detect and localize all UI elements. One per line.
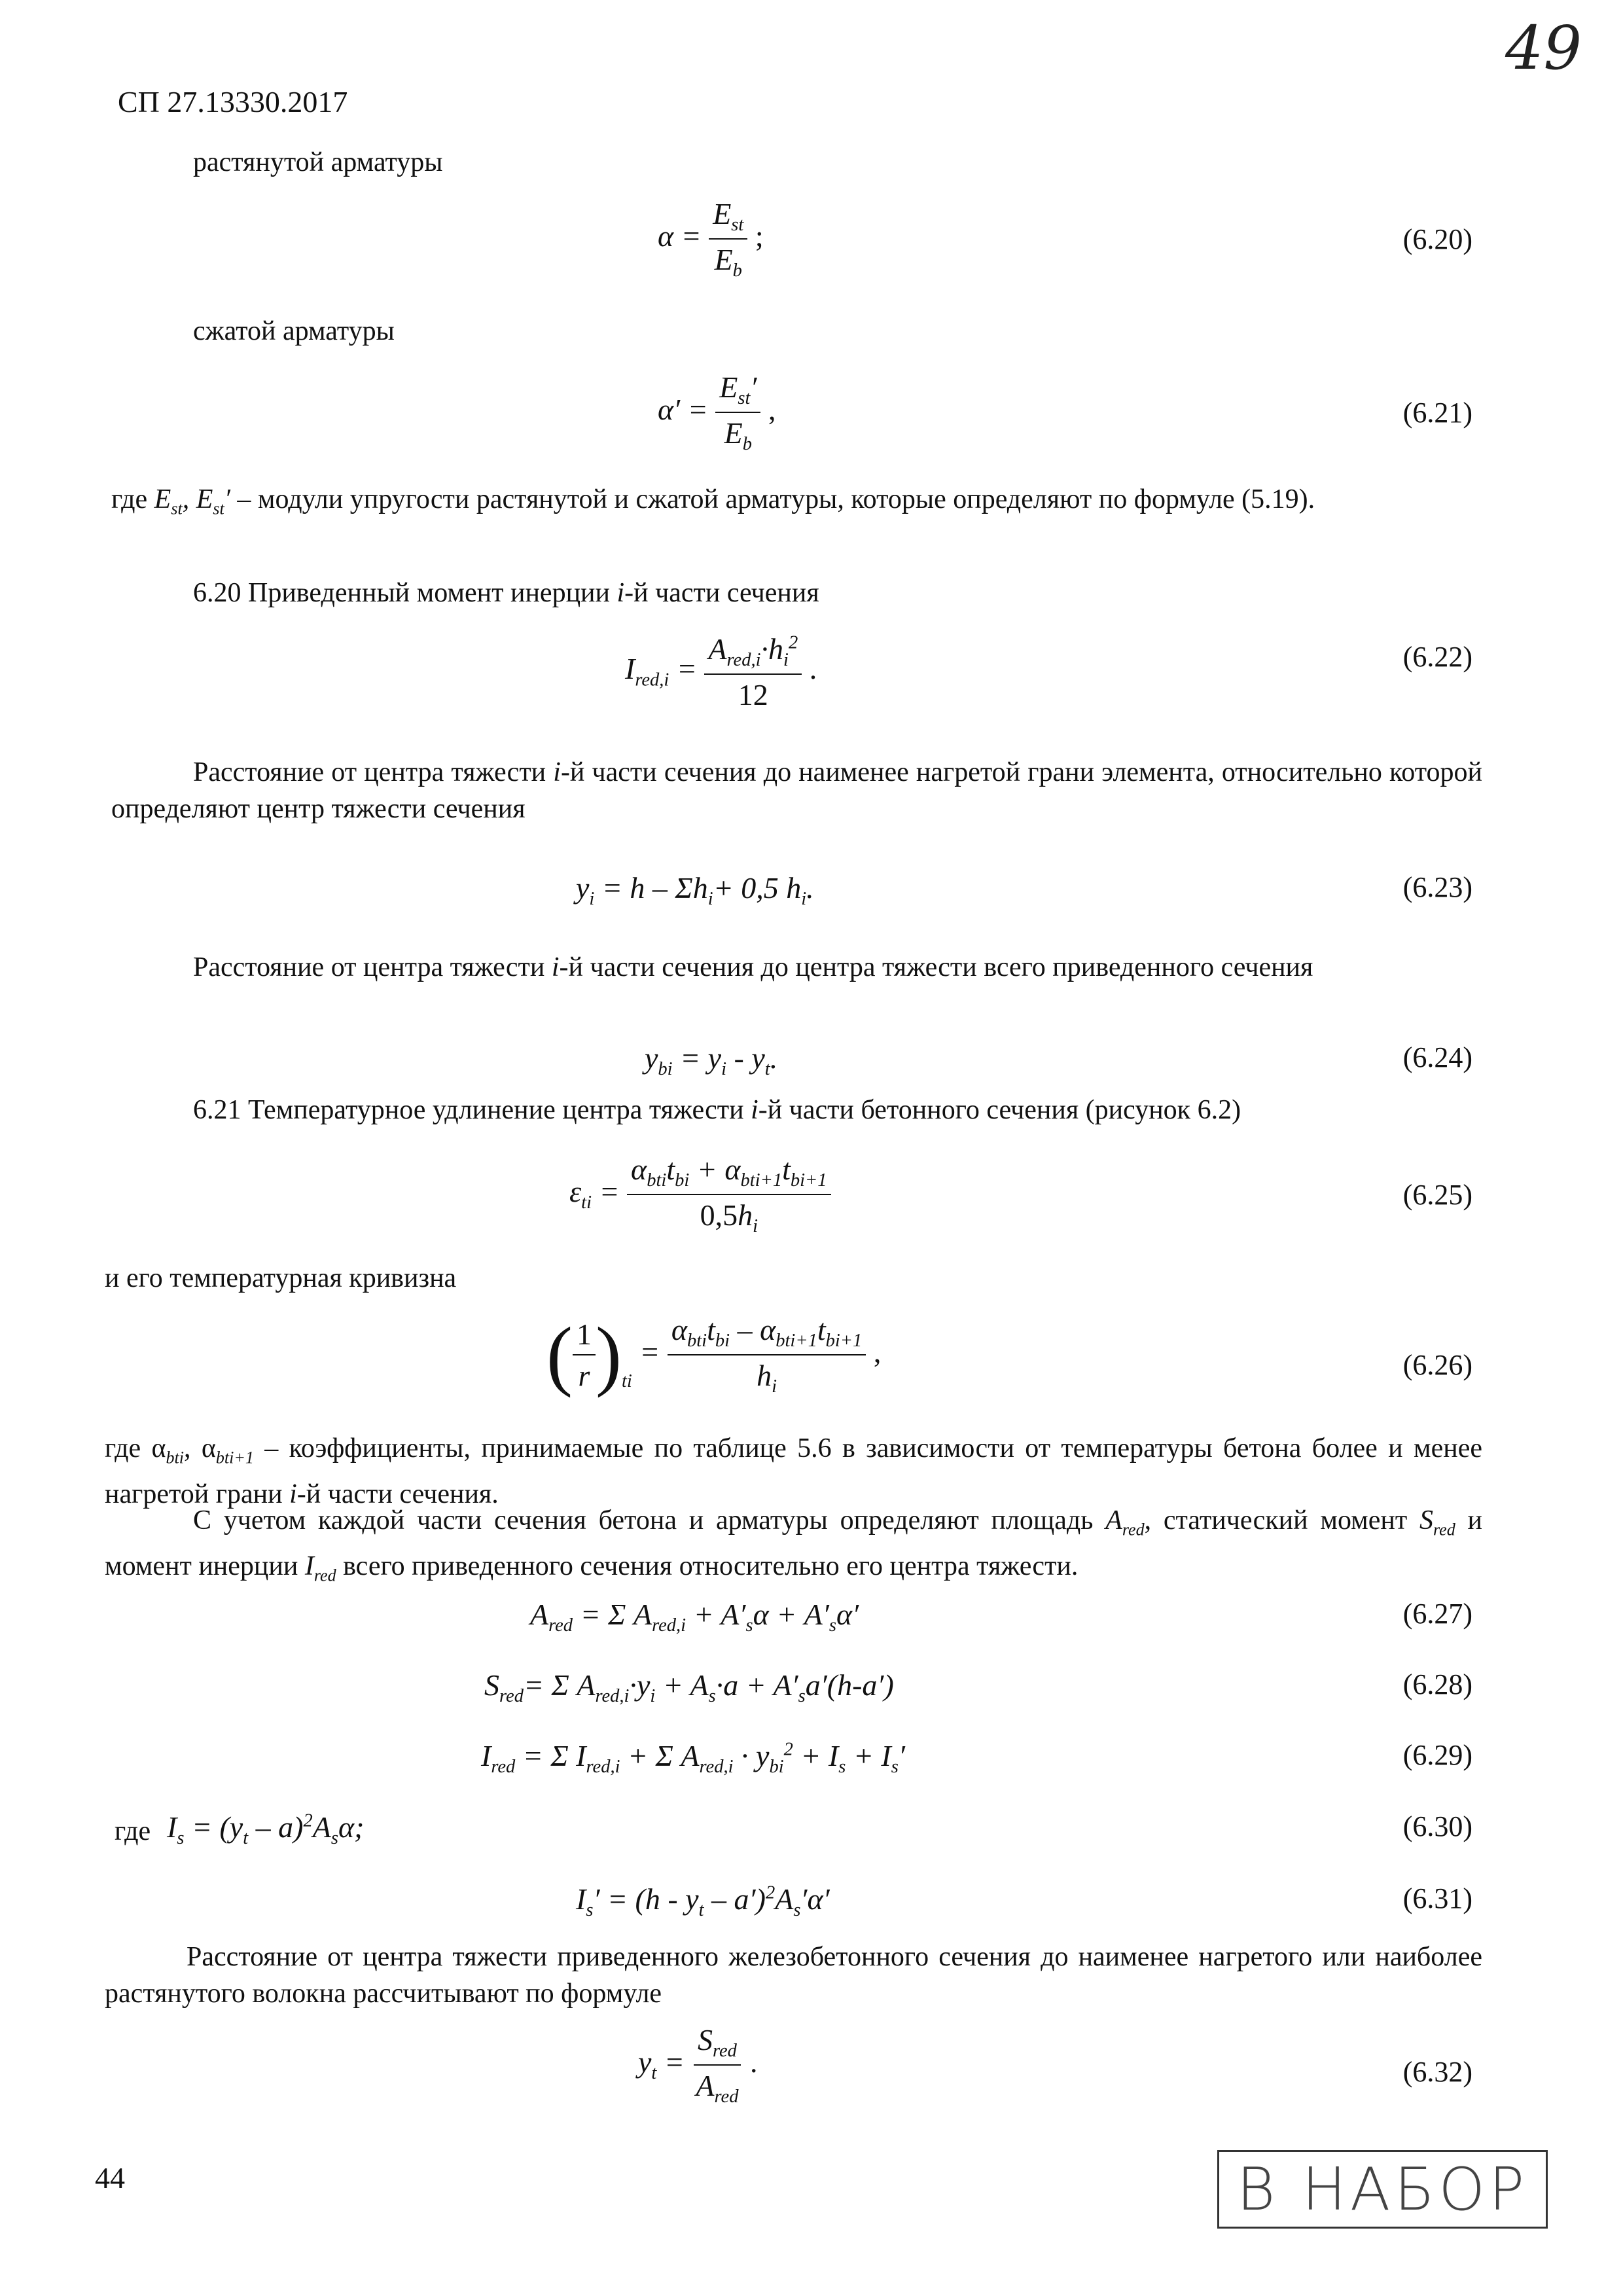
formula-6-26: ( $\frac{1}{r}$ )$_{ti}$ = $\frac{\alpha_{bti}t_{bi} - \alpha_{bti+1}t_{bi+1}}{h_i}$ , xyxy=(546,1311,882,1399)
text: где xyxy=(111,484,154,514)
section-6-20 xyxy=(193,575,819,611)
equation-number: (6.21) xyxy=(1402,397,1472,429)
formula-6-21: α′ = $\frac{E_{st}'}{E_b}$ , xyxy=(658,370,776,455)
equation-number: (6.31) xyxy=(1402,1882,1472,1914)
equation-number: (6.24) xyxy=(1402,1041,1472,1073)
text: -й части сечения. xyxy=(296,1479,499,1510)
equation-number: (6.29) xyxy=(1402,1739,1472,1771)
equation-number: (6.26) xyxy=(1402,1349,1472,1381)
formula-6-29: $I_{red} = \Sigma$ $I_{red,i} + \Sigma$ $A_{red,i} \cdot y_{bi}^2 + I_s + I_s'$ xyxy=(481,1739,905,1778)
text: -й части сечения xyxy=(624,578,819,608)
text: где α xyxy=(105,1433,166,1463)
document-code: СП 27.13330.2017 xyxy=(118,85,348,118)
label-tensile: растянутой арматуры xyxy=(193,147,443,177)
label-compressed: сжатой арматуры xyxy=(193,316,395,346)
equation-number: (6.20) xyxy=(1402,223,1472,255)
paragraph-where-1: где $E_{st}$, $E_{st}'$ – модули упругости растянутой и сжатой арматуры, которые определяют по формуле (5.19). xyxy=(111,484,1315,518)
text: всего приведенного сечения относительно его центра тяжести. xyxy=(336,1551,1079,1582)
formula-6-31: $I_s' = (h - y_t - a')^2A_s'\alpha'$ xyxy=(576,1882,830,1921)
formula-6-27: $A_{red} = \Sigma$ $A_{red,i} + A'_s\alpha + A'_s\alpha'$ xyxy=(530,1598,859,1636)
text: , статический момент xyxy=(1144,1505,1419,1535)
text: – коэффициенты, принимаемые по таблице 5.6 в зависимости от температуры бетона более и менее нагретой грани xyxy=(105,1433,1482,1510)
label-where-3: где xyxy=(115,1816,151,1846)
equation-number: (6.30) xyxy=(1402,1810,1472,1842)
formula-6-32: $y_t$ = $\frac{S_{red}}{A_{red}}$ . xyxy=(638,2023,758,2108)
paragraph-distance-2: Расстояние от центра тяжести i-й части сечения до центра тяжести всего приведенного сечения xyxy=(193,952,1313,982)
paragraph-account: С учетом каждой части сечения бетона и арматуры определяют площадь $A_{red}$, статический момент $S_{red}$ и момент инерции $I_{red}$ всего приведенного сечения относительно его центра тяжести. xyxy=(105,1505,1482,1585)
text: 6.20 Приведенный момент инерции xyxy=(193,578,617,608)
formula-6-30: $I_s = (y_t - a)^2A_s\alpha$; xyxy=(167,1810,365,1849)
equation-number: (6.23) xyxy=(1402,871,1472,903)
formula-6-24: $y_{bi} = y_i - y_t$. xyxy=(645,1041,778,1080)
paragraph-distance-3: Расстояние от центра тяжести приведенного железобетонного сечения до наименее нагретого или наиболее растянутого волокна рассчитывают по формуле xyxy=(105,1942,1482,2009)
handwritten-page-number: 49 xyxy=(1505,13,1582,83)
equation-number: (6.32) xyxy=(1402,2056,1472,2088)
text: Расстояние от центра тяжести xyxy=(193,952,552,982)
page-number: 44 xyxy=(95,2161,125,2195)
text: i xyxy=(616,578,625,608)
equation-number: (6.25) xyxy=(1402,1179,1472,1211)
equation-number: (6.22) xyxy=(1402,641,1472,673)
text: С учетом каждой части сечения бетона и арматуры определяют площадь xyxy=(193,1505,1106,1535)
paragraph-distance-1: Расстояние от центра тяжести i-й части сечения до наименее нагретой грани элемента, относительно которой определяют центр тяжести сечения xyxy=(111,757,1482,824)
text: 6.21 Температурное удлинение центра тяжести xyxy=(193,1095,751,1125)
text: -й части бетонного сечения (рисунок 6.2) xyxy=(758,1095,1241,1125)
equation-number: (6.28) xyxy=(1402,1668,1472,1700)
section-6-21: 6.21 Температурное удлинение центра тяжести i-й части бетонного сечения (рисунок 6.2) xyxy=(193,1095,1241,1125)
formula-6-23: $y_i = h - \Sigma h_i+ 0,5$ $h_i$. xyxy=(576,871,814,910)
formula-6-22: $I_{red,i}$ = $\frac{A_{red,i}\cdot h_i^2}{12}$ . xyxy=(625,632,817,712)
text: Расстояние от центра тяжести xyxy=(193,757,554,787)
formula-6-28: $S_{red}= \Sigma$ $A_{red,i}\cdot y_i + A_s\cdot a + A'_sa'(h-a')$ xyxy=(484,1668,894,1707)
formula-6-20: α = $\frac{E_{st}}{E_b}$ ; xyxy=(658,197,764,281)
text: и момент инерции xyxy=(105,1505,1482,1582)
formula-6-25: $\varepsilon_{ti}$ = $\frac{\alpha_{bti}t_{bi} + \alpha_{bti+1}t_{bi+1}}{0,5h_i}$ xyxy=(569,1152,831,1237)
text: -й части сечения до наименее нагретой грани элемента, относительно которой определяют центр тяжести сечения xyxy=(111,757,1482,824)
stamp: В НАБОР xyxy=(1217,2150,1548,2229)
equation-number: (6.27) xyxy=(1402,1598,1472,1630)
label-curvature: и его температурная кривизна xyxy=(105,1263,457,1293)
text: -й части сечения до центра тяжести всего приведенного сечения xyxy=(559,952,1313,982)
text: – модули упругости растянутой и сжатой арматуры, которые определяют по формуле (5.19). xyxy=(230,484,1315,514)
paragraph-where-2: где $\alpha_{bti}$, $\alpha_{bti+1}$ – коэффициенты, принимаемые по таблице 5.6 в зависимости от температуры бетона более и менее нагретой грани i-й части сечения. xyxy=(105,1433,1482,1510)
